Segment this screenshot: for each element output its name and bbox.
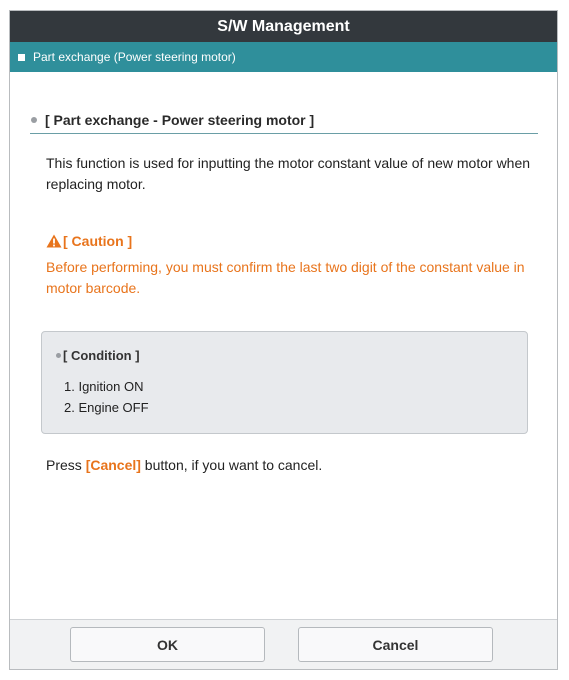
bullet-dot-icon <box>31 117 37 123</box>
condition-dot-icon <box>56 353 61 358</box>
condition-item: 1. Ignition ON <box>64 379 144 394</box>
condition-list <box>64 376 149 418</box>
subheader-label: Part exchange (Power steering motor) <box>33 50 236 64</box>
cancel-button[interactable]: Cancel <box>298 627 493 662</box>
window-titlebar <box>10 11 557 42</box>
cancel-note-highlight: [Cancel] <box>85 457 141 473</box>
caution-heading <box>46 233 132 249</box>
square-icon <box>18 54 25 61</box>
condition-heading-text: [ Condition ] <box>63 348 140 363</box>
cancel-note-suffix: button, if you want to cancel. <box>140 457 323 473</box>
cancel-instruction <box>46 457 322 473</box>
caution-text: Before performing, you must confirm the last two digit of the constant value in motor barcode. <box>46 259 525 296</box>
condition-item: 2. Engine OFF <box>64 400 149 415</box>
section-heading-text: [ Part exchange - Power steering motor ] <box>45 112 315 128</box>
window-title: S/W Management <box>217 17 350 35</box>
condition-heading <box>56 348 140 363</box>
sw-management-dialog <box>9 10 558 670</box>
ok-button[interactable]: OK <box>70 627 265 662</box>
condition-box <box>41 331 528 434</box>
section-heading <box>30 107 538 134</box>
function-description: This function is used for inputting the motor constant value of new motor when replacing motor. <box>46 155 531 192</box>
caution-title: [ Caution ] <box>63 233 133 249</box>
warning-triangle-icon <box>46 234 62 248</box>
subheader-bar <box>10 42 557 72</box>
dialog-footer <box>10 619 557 669</box>
cancel-note-prefix: Press <box>46 457 86 473</box>
